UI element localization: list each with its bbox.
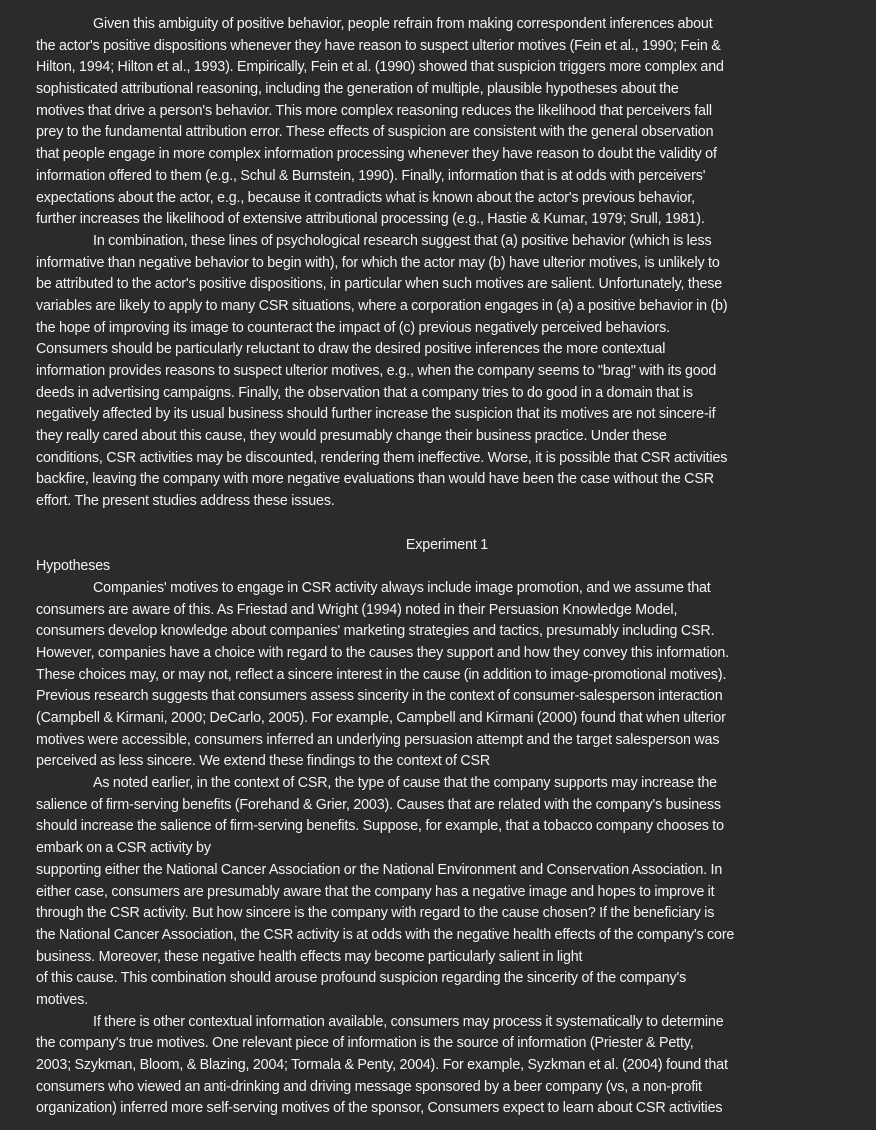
text-line: motives were accessible, consumers inferred an underlying persuasion attempt and the target salesperson was <box>36 731 720 748</box>
text-line: motives. <box>36 991 89 1008</box>
text-line: If there is other contextual information available, consumers may process it systematically to determine <box>93 1013 724 1030</box>
text-line: should increase the salience of firm-serving benefits. Suppose, for example, that a tobacco company chooses to <box>36 818 724 835</box>
text-line: business. Moreover, these negative health effects may become particularly salient in light <box>36 948 583 965</box>
text-line: sophisticated attributional reasoning, including the generation of multiple, plausible hypotheses about the <box>36 81 679 98</box>
paragraph-1 <box>36 14 858 231</box>
text-line: embark on a CSR activity by <box>36 840 211 857</box>
text-line: effort. The present studies address these issues. <box>36 493 335 510</box>
text-line: supporting either the National Cancer Association or the National Environment and Conservation Association. In <box>36 861 723 878</box>
text-line: prey to the fundamental attribution error. These effects of suspicion are consistent with the general observation <box>36 124 714 141</box>
paragraph-4 <box>36 773 858 1012</box>
text-line: perceived as less sincere. We extend these findings to the context of CSR <box>36 753 491 770</box>
text-line: they really cared about this cause, they would presumably change their business practice. Under these <box>36 428 667 445</box>
text-line: either case, consumers are presumably aware that the company has a negative image and hopes to improve it <box>36 883 715 900</box>
text-line: information provides reasons to suspect ulterior motives, e.g., when the company seems to "brag" with its good <box>36 363 717 379</box>
text-line: through the CSR activity. But how sincere is the company with regard to the cause chosen? If the beneficiary is <box>36 905 715 922</box>
paragraph-3 <box>36 578 858 773</box>
text-line: Given this ambiguity of positive behavior, people refrain from making correspondent inferences about <box>93 16 713 32</box>
text-line: further increases the likelihood of extensive attributional processing (e.g., Hastie & Kumar, 1979; Srull, 1981). <box>36 211 705 228</box>
paragraph-5 <box>36 1012 858 1120</box>
text-line: 2003; Szykman, Bloom, & Blazing, 2004; Tormala & Penty, 2004). For example, Syzkman et al. (2004) found that <box>36 1057 728 1073</box>
text-line: motives that drive a person's behavior. This more complex reasoning reduces the likelihood that perceivers fall <box>36 102 712 119</box>
text-line: the hope of improving its image to counteract the impact of (c) previous negatively perceived behaviors. <box>36 319 670 336</box>
section-heading: Experiment 1 <box>405 536 489 553</box>
text-line: consumers who viewed an anti-drinking and driving message sponsored by a beer company (vs, a non-profit <box>36 1078 702 1095</box>
text-line: information offered to them (e.g., Schul & Burnstein, 1990). Finally, information that is at odds with perceivers' <box>36 167 706 184</box>
text-line: be attributed to the actor's positive dispositions, in particular when such motives are salient. Unfortunately, these <box>36 276 723 293</box>
text-line: the company's true motives. One relevant piece of information is the source of information (Priester & Petty, <box>36 1035 694 1052</box>
text-line: However, companies have a choice with regard to the causes they support and how they convey this information. <box>36 644 729 661</box>
text-line: consumers develop knowledge about companies' marketing strategies and tactics, presumably including CSR. <box>36 623 715 640</box>
document-body <box>36 14 858 1120</box>
text-line: Consumers should be particularly reluctant to draw the desired positive inferences the more contextual <box>36 341 666 358</box>
text-line: informative than negative behavior to begin with), for which the actor may (b) have ulterior motives, is unlikely to <box>36 254 720 271</box>
text-line: (Campbell & Kirmani, 2000; DeCarlo, 2005). For example, Campbell and Kirmani (2000) found that when ulterior <box>36 710 726 726</box>
text-line: These choices may, or may not, reflect a sincere interest in the cause (in addition to image-promotional motives). <box>36 666 727 683</box>
text-line: that people engage in more complex information processing whenever they have reason to doubt the validity of <box>36 146 717 163</box>
text-line: deeds in advertising campaigns. Finally, the observation that a company tries to do good in a domain that is <box>36 384 693 401</box>
blank-line <box>36 513 858 535</box>
text-line: variables are likely to apply to many CSR situations, where a corporation engages in (a) a positive behavior in (b) <box>36 297 728 314</box>
subheading: Hypotheses <box>36 558 110 575</box>
text-line: Previous research suggests that consumers assess sincerity in the context of consumer-salesperson interaction <box>36 688 723 705</box>
text-line: In combination, these lines of psychological research suggest that (a) positive behavior (which is less <box>93 232 712 249</box>
text-line: expectations about the actor, e.g., because it contradicts what is known about the actor's previous behavior, <box>36 189 696 206</box>
text-line: of this cause. This combination should arouse profound suspicion regarding the sincerity of the company's <box>36 970 687 987</box>
text-line: conditions, CSR activities may be discounted, rendering them ineffective. Worse, it is possible that CSR activities <box>36 449 728 466</box>
text-line: negatively affected by its usual business should further increase the suspicion that its motives are not sincere-if <box>36 406 716 423</box>
text-line: backfire, leaving the company with more negative evaluations than would have been the case without the CSR <box>36 471 714 488</box>
text-line: consumers are aware of this. As Friestad and Wright (1994) noted in their Persuasion Knowledge Model, <box>36 601 678 618</box>
text-line: As noted earlier, in the context of CSR, the type of cause that the company supports may increase the <box>93 775 717 792</box>
text-line: salience of firm-serving benefits (Forehand & Grier, 2003). Causes that are related with the company's business <box>36 796 721 813</box>
text-line: the National Cancer Association, the CSR activity is at odds with the negative health effects of the company's core <box>36 926 735 943</box>
text-line: Companies' motives to engage in CSR activity always include image promotion, and we assume that <box>93 579 711 596</box>
paragraph-2 <box>36 231 858 513</box>
text-line: organization) inferred more self-serving motives of the sponsor, Consumers expect to learn about CSR activities <box>36 1100 723 1117</box>
text-line: Hilton, 1994; Hilton et al., 1993). Empirically, Fein et al. (1990) showed that suspicion triggers more complex and <box>36 59 724 76</box>
text-line: the actor's positive dispositions whenever they have reason to suspect ulterior motives (Fein et al., 1990; Fein & <box>36 37 721 54</box>
